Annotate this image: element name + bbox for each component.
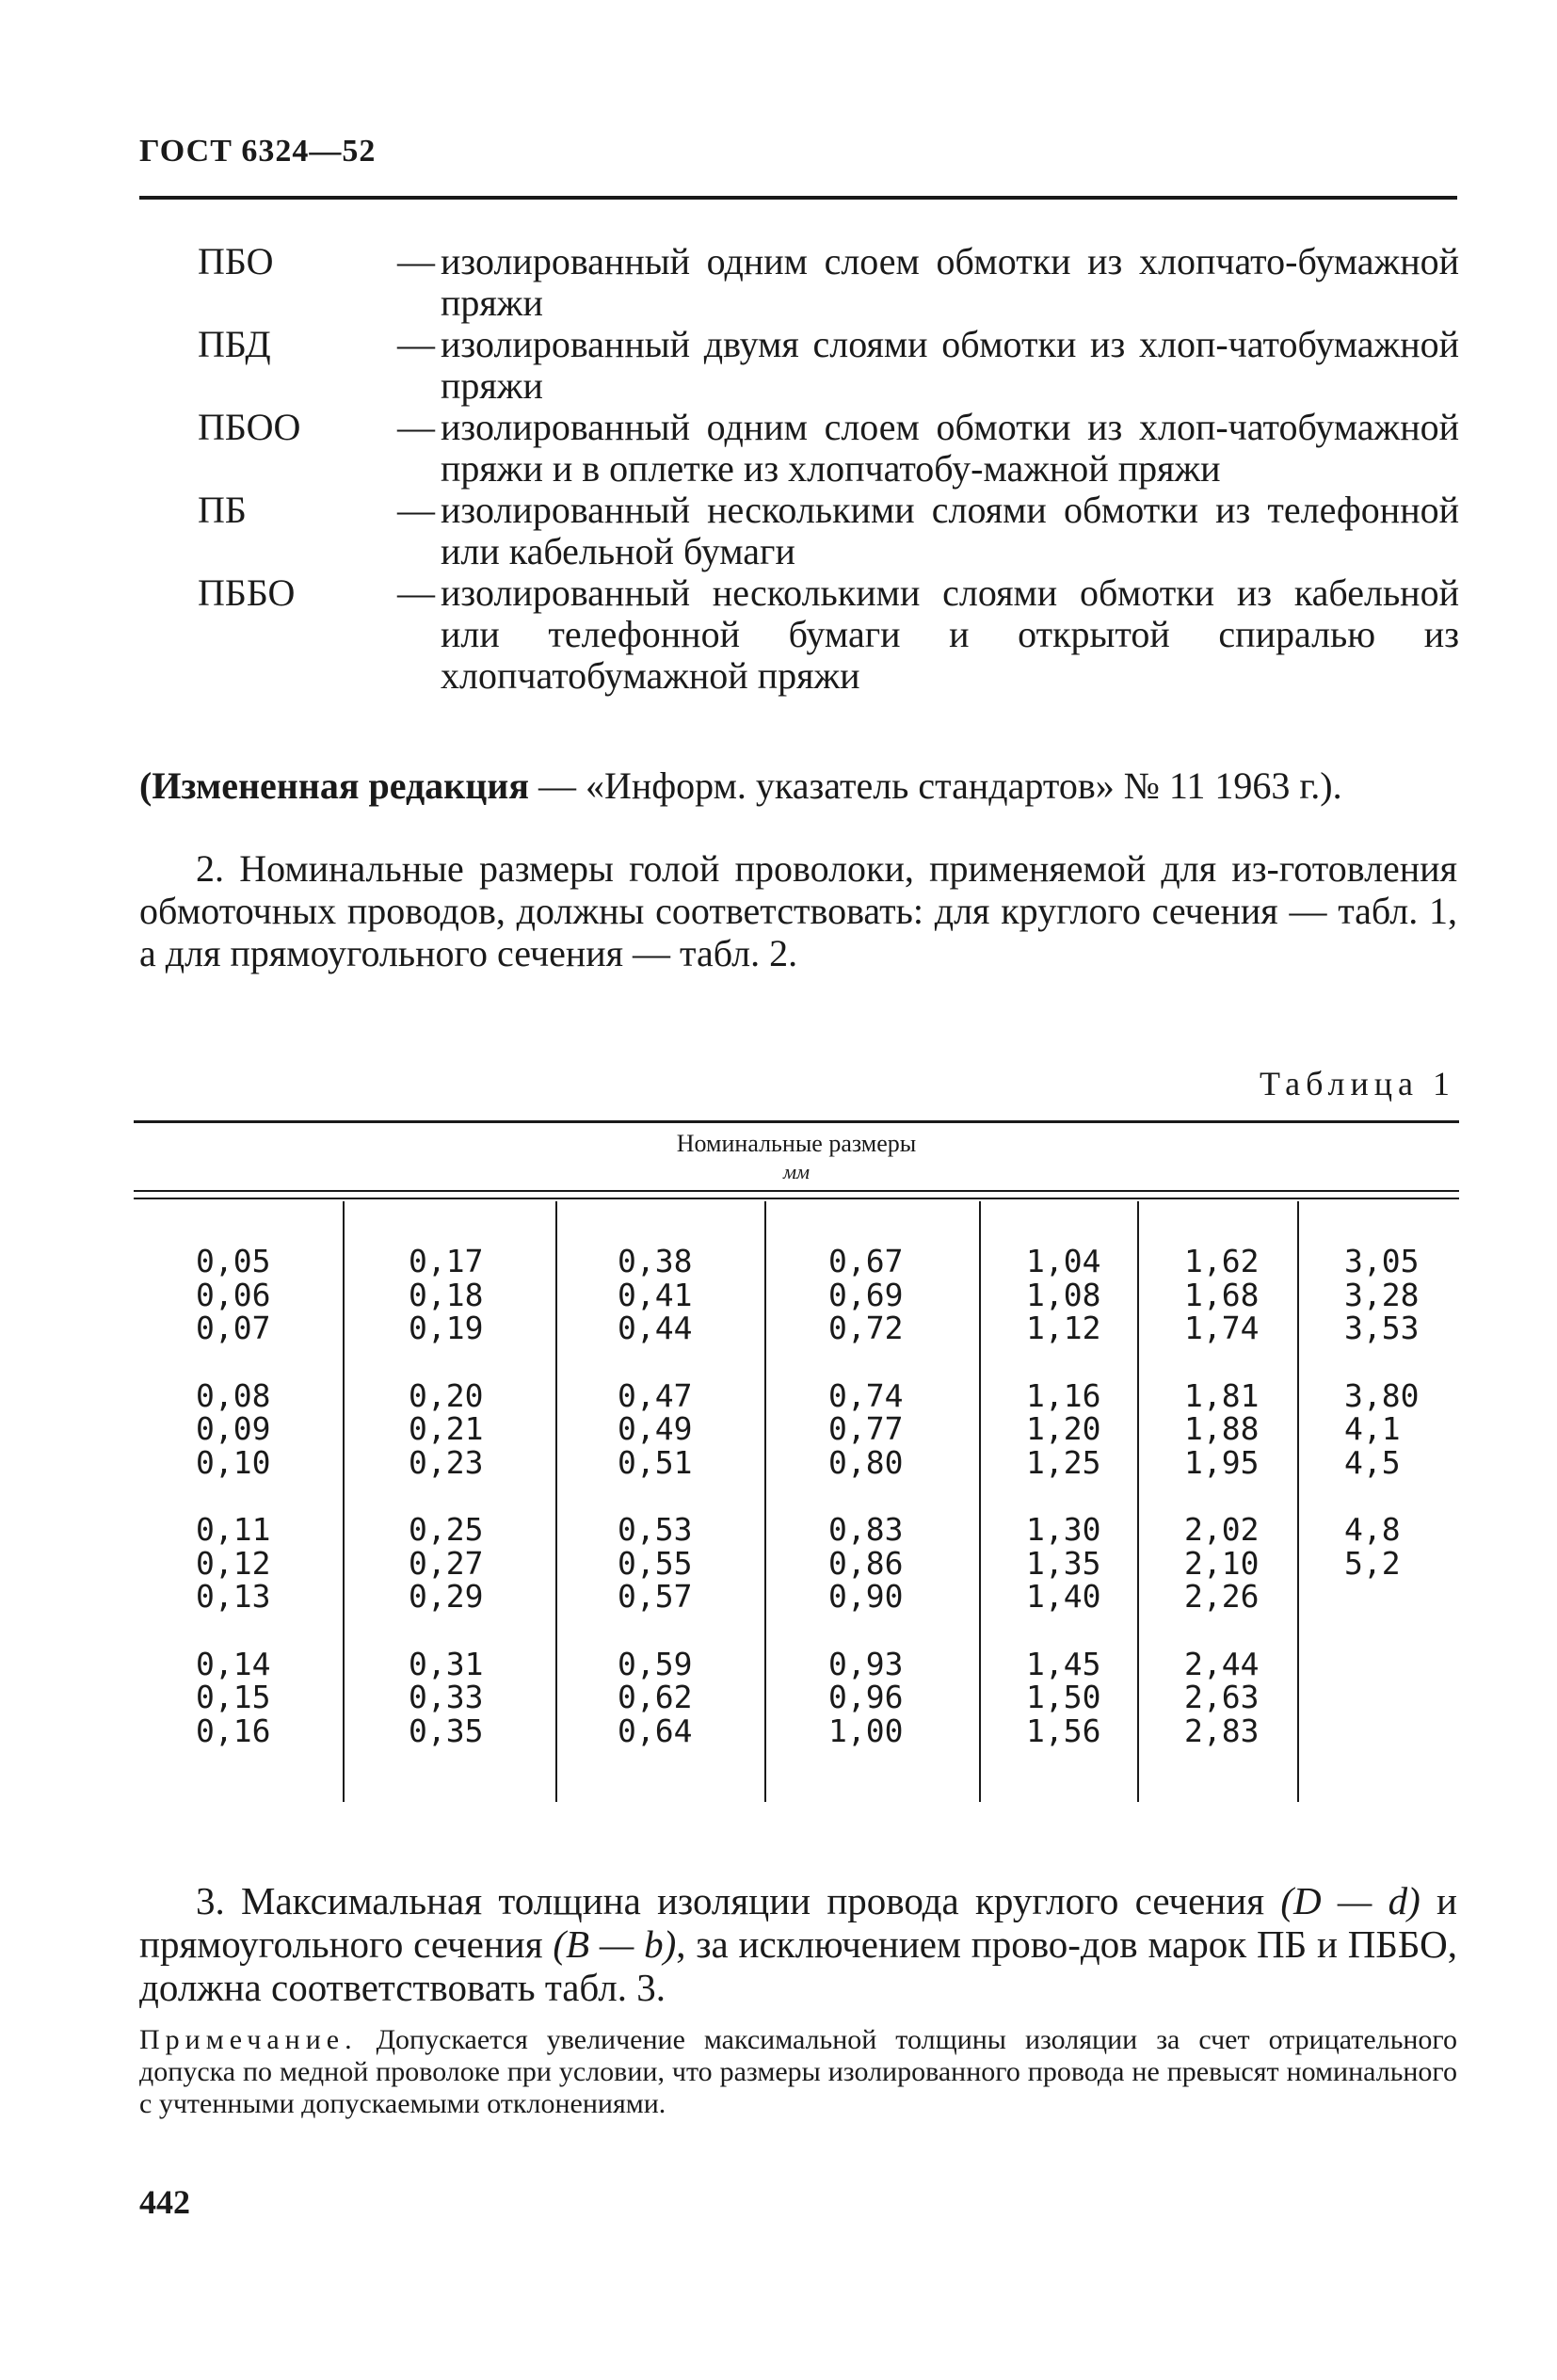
table-cell: 1,88 — [1184, 1410, 1260, 1447]
table-cell: 4,1 — [1344, 1410, 1401, 1447]
table-cell: 0,31 — [409, 1645, 484, 1682]
table-column — [1026, 1245, 1100, 1747]
definition-code: ПБО — [198, 240, 274, 282]
page-number: 442 — [139, 2183, 190, 2221]
table-header-title: Номинальные размеры — [676, 1130, 917, 1157]
table-cell: 0,35 — [409, 1712, 484, 1749]
table-cell: 0,80 — [828, 1443, 904, 1481]
definition-row — [198, 572, 1459, 697]
table-cell: 2,10 — [1184, 1544, 1260, 1582]
table-cell: 0,19 — [409, 1310, 484, 1346]
table-cell: 2,63 — [1184, 1679, 1260, 1715]
group-gap — [618, 1479, 692, 1513]
table-cell: 1,08 — [1026, 1276, 1101, 1313]
table-cell: 1,68 — [1184, 1276, 1260, 1313]
table-cell: 0,49 — [618, 1410, 693, 1447]
table-cell: 0,21 — [409, 1410, 484, 1447]
group-gap — [409, 1345, 483, 1379]
column-divider — [1137, 1201, 1139, 1802]
group-gap — [196, 1345, 270, 1379]
definition-text-body: изолированный двумя слоями обмотки из хлоп-чатобумажной пряжи — [441, 323, 1459, 407]
dash-glyph: — — [397, 489, 435, 531]
table-cell: 1,12 — [1026, 1310, 1101, 1346]
table-cell: 4,5 — [1344, 1443, 1401, 1481]
table-cell: 0,17 — [409, 1243, 484, 1279]
group-gap — [409, 1479, 483, 1513]
table-cell: 0,69 — [828, 1276, 904, 1313]
note — [139, 2024, 1457, 2120]
table-header-rule-1 — [134, 1190, 1459, 1192]
table-cell: 0,16 — [196, 1712, 271, 1749]
definition-text — [397, 323, 1459, 407]
table-cell: 0,62 — [618, 1679, 693, 1715]
definition-code: ПБД — [198, 323, 271, 365]
definition-text — [397, 406, 1459, 490]
table-cell: 2,44 — [1184, 1645, 1260, 1682]
table-cell: 0,13 — [196, 1578, 271, 1615]
definition-text-body: изолированный несколькими слоями обмотки из телефонной или кабельной бумаги — [441, 489, 1459, 572]
definition-text — [397, 571, 1459, 697]
table-cell: 1,45 — [1026, 1645, 1101, 1682]
table-cell: 0,11 — [196, 1511, 271, 1548]
table-cell: 1,00 — [828, 1712, 904, 1749]
table-cell: 1,30 — [1026, 1511, 1101, 1548]
table-header — [134, 1130, 1459, 1186]
definition-text-body: изолированный несколькими слоями обмотки из кабельной или телефонной бумаги и открытой спиралью из хлопчатобумажной пряжи — [441, 571, 1459, 697]
table-cell: 0,59 — [618, 1645, 693, 1682]
group-gap — [1184, 1345, 1259, 1379]
column-divider — [1297, 1201, 1299, 1802]
table-cell: 1,62 — [1184, 1243, 1260, 1279]
table-cell: 1,56 — [1026, 1712, 1101, 1749]
paragraph-3 — [139, 1879, 1457, 2009]
group-gap — [828, 1614, 903, 1648]
table-cell: 0,20 — [409, 1376, 484, 1414]
group-gap — [828, 1479, 903, 1513]
table-cell: 0,29 — [409, 1578, 484, 1615]
definition-row — [198, 407, 1459, 490]
group-gap — [196, 1479, 270, 1513]
document-header: ГОСТ 6324—52 — [139, 134, 377, 169]
table-header-rule-2 — [134, 1198, 1459, 1199]
table-cell: 0,64 — [618, 1712, 693, 1749]
table-cell: 0,12 — [196, 1544, 271, 1582]
definition-code: ПБ — [198, 489, 247, 531]
amendment-rest: — «Информ. указатель стандартов» № 11 1963 г.). — [528, 764, 1342, 807]
table-cell: 0,90 — [828, 1578, 904, 1615]
definition-text-body: изолированный одним слоем обмотки из хлопчато-бумажной пряжи — [441, 240, 1459, 324]
table-cell: 0,57 — [618, 1578, 693, 1615]
group-gap — [618, 1345, 692, 1379]
dash-glyph: — — [397, 571, 435, 614]
table-label: Таблица 1 — [1260, 1065, 1455, 1102]
table-cell: 0,06 — [196, 1276, 271, 1313]
table-cell: 1,50 — [1026, 1679, 1101, 1715]
table-cell: 0,10 — [196, 1443, 271, 1481]
definition-row — [198, 490, 1459, 572]
paragraph-3-text-2: и прямоугольного сечения — [139, 1879, 1457, 1966]
paragraph-3-text-3: , за исключением прово-дов марок ПБ и ПББО, должна соответствовать табл. 3. — [139, 1922, 1457, 2009]
table-cell: 0,15 — [196, 1679, 271, 1715]
table-cell: 0,07 — [196, 1310, 271, 1346]
table-cell: 0,67 — [828, 1243, 904, 1279]
definition-row — [198, 324, 1459, 407]
group-gap — [409, 1614, 483, 1648]
column-divider — [343, 1201, 345, 1802]
table-cell: 0,86 — [828, 1544, 904, 1582]
table-cell: 0,72 — [828, 1310, 904, 1346]
table-cell: 0,14 — [196, 1645, 271, 1682]
table-cell: 2,83 — [1184, 1712, 1260, 1749]
table-cell: 0,27 — [409, 1544, 484, 1582]
table-cell: 0,83 — [828, 1511, 904, 1548]
table-cell: 0,33 — [409, 1679, 484, 1715]
group-gap — [1184, 1479, 1259, 1513]
table-cell: 3,80 — [1344, 1376, 1420, 1414]
table-cell: 1,35 — [1026, 1544, 1101, 1582]
table-cell: 0,41 — [618, 1276, 693, 1313]
table-cell: 1,25 — [1026, 1443, 1101, 1481]
table-cell: 0,18 — [409, 1276, 484, 1313]
amendment-bold: (Измененная редакция — [139, 764, 529, 807]
table-cell: 1,16 — [1026, 1376, 1101, 1414]
column-divider — [764, 1201, 766, 1802]
group-gap — [1026, 1345, 1100, 1379]
table-cell: 1,74 — [1184, 1310, 1260, 1346]
table-cell: 0,05 — [196, 1243, 271, 1279]
group-gap — [196, 1614, 270, 1648]
definition-code: ПББО — [198, 571, 296, 614]
note-text: Допускается увеличение максимальной толщины изоляции за счет отрицательного допуска по медной проволоке при условии, что размеры изолированного провода не превысят номинального с учтенными допускаемыми отклонениями. — [139, 2024, 1457, 2119]
table-cell: 0,23 — [409, 1443, 484, 1481]
table-cell: 1,95 — [1184, 1443, 1260, 1481]
table-cell: 0,51 — [618, 1443, 693, 1481]
column-divider — [555, 1201, 557, 1802]
table-cell: 2,02 — [1184, 1511, 1260, 1548]
table-cell: 0,38 — [618, 1243, 693, 1279]
definition-text — [397, 240, 1459, 324]
table-cell: 0,55 — [618, 1544, 693, 1582]
definition-row — [198, 241, 1459, 324]
table-cell: 1,40 — [1026, 1578, 1101, 1615]
table-column — [828, 1245, 903, 1747]
definition-text — [397, 489, 1459, 572]
table-cell: 0,08 — [196, 1376, 271, 1414]
dash-glyph: — — [397, 406, 435, 448]
definition-text-body: изолированный одним слоем обмотки из хлоп-чатобумажной пряжи и в оплетке из хлопчатобу-мажной пряжи — [441, 406, 1459, 490]
table-cell: 3,28 — [1344, 1276, 1420, 1313]
group-gap — [618, 1614, 692, 1648]
table-cell: 0,74 — [828, 1376, 904, 1414]
formula-round: (D — d) — [1280, 1879, 1421, 1922]
group-gap — [1184, 1614, 1259, 1648]
table-header-units: мм — [782, 1160, 811, 1183]
column-divider — [979, 1201, 981, 1802]
table-cell: 3,05 — [1344, 1243, 1420, 1279]
table-top-rule — [134, 1120, 1459, 1123]
group-gap — [1026, 1614, 1100, 1648]
table-cell: 0,44 — [618, 1310, 693, 1346]
table-column — [1344, 1245, 1419, 1580]
formula-rect: (B — b) — [553, 1922, 677, 1966]
table-cell: 0,93 — [828, 1645, 904, 1682]
header-rule — [139, 196, 1457, 200]
table-column — [196, 1245, 270, 1747]
table-cell: 1,20 — [1026, 1410, 1101, 1447]
dash-glyph: — — [397, 323, 435, 365]
table-cell: 4,8 — [1344, 1511, 1401, 1548]
table-cell: 1,81 — [1184, 1376, 1260, 1414]
table-column — [618, 1245, 692, 1747]
group-gap — [1026, 1479, 1100, 1513]
table-cell: 5,2 — [1344, 1544, 1401, 1582]
table-cell: 0,96 — [828, 1679, 904, 1715]
table-cell: 2,26 — [1184, 1578, 1260, 1615]
table-cell: 0,25 — [409, 1511, 484, 1548]
group-gap — [1344, 1479, 1419, 1513]
table-column — [409, 1245, 483, 1747]
table-cell: 0,47 — [618, 1376, 693, 1414]
definition-code: ПБОО — [198, 406, 301, 448]
amendment-note — [139, 764, 1457, 807]
group-gap — [828, 1345, 903, 1379]
table-cell: 1,04 — [1026, 1243, 1101, 1279]
definitions-list — [198, 241, 1459, 697]
table-cell: 0,77 — [828, 1410, 904, 1447]
table-cell: 3,53 — [1344, 1310, 1420, 1346]
table-cell: 0,53 — [618, 1511, 693, 1548]
table-column — [1184, 1245, 1259, 1747]
dash-glyph: — — [397, 240, 435, 282]
group-gap — [1344, 1345, 1419, 1379]
paragraph-2: 2. Номинальные размеры голой проволоки, применяемой для из-готовления обмоточных проводов, должны соответствовать: для круглого сечения — табл. 1, а для прямоугольного сечения — табл. 2. — [139, 847, 1457, 974]
paragraph-3-text-1: 3. Максимальная толщина изоляции провода круглого сечения — [196, 1879, 1281, 1922]
table-cell: 0,09 — [196, 1410, 271, 1447]
note-label: Примечание. — [139, 2024, 358, 2055]
